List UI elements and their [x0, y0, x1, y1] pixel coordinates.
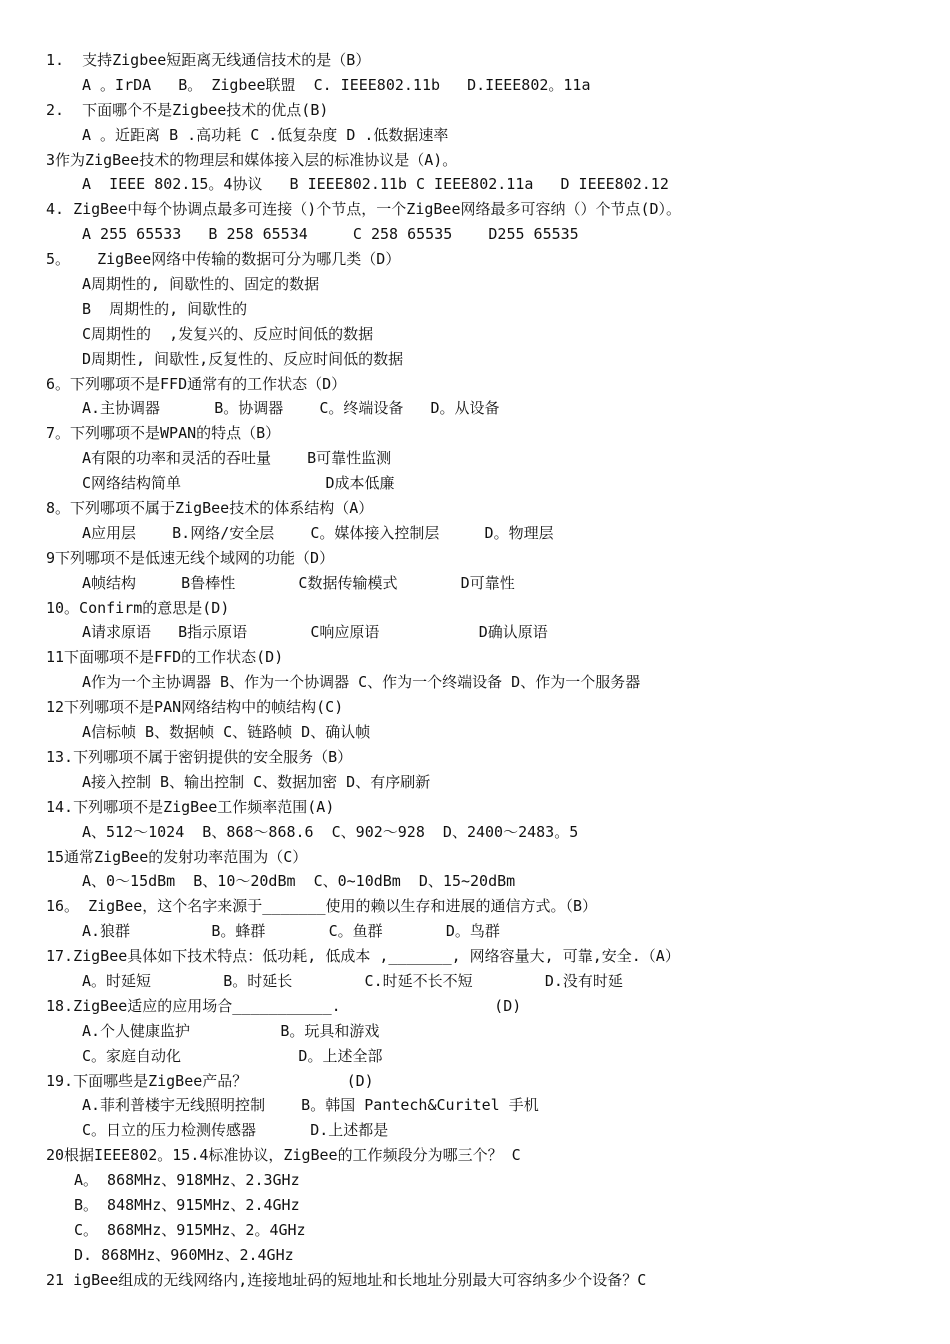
- option-line: D周期性, 间歇性,反复性的、反应时间低的数据: [82, 349, 404, 368]
- option-line: A IEEE 802.15。4协议 B IEEE802.11b C IEEE802.11a D IEEE802.12: [82, 175, 669, 194]
- question-line: 8。下列哪项不属于ZigBee技术的体系结构（A）: [46, 499, 374, 518]
- option-line: A信标帧 B、数据帧 C、链路帧 D、确认帧: [82, 723, 371, 742]
- question-line: 10。Confirm的意思是(D): [46, 598, 230, 617]
- question-document: [0, 48, 950, 1293]
- question-line: 4. ZigBee中每个协调点最多可连接（)个节点，一个ZigBee网络最多可容纳（）个节点(D）。: [46, 200, 682, 219]
- option-line: A 。IrDA B。 Zigbee联盟 C. IEEE802.11b D.IEEE802。11a: [82, 75, 591, 94]
- question-line: 14.下列哪项不是ZigBee工作频率范围(A): [46, 797, 335, 816]
- option-line: A.菲利普楼宇无线照明控制 B。韩国 Pantech&Curitel 手机: [82, 1096, 539, 1115]
- question-line: 17.ZigBee具体如下技术特点：低功耗, 低成本 ,_______, 网络容量大, 可靠,安全.（A）: [46, 947, 680, 966]
- question-line: 2. 下面哪个不是Zigbee技术的优点(B): [46, 100, 329, 119]
- option-line: A周期性的, 间歇性的、固定的数据: [82, 275, 320, 294]
- question-line: 20根据IEEE802。15.4标准协议，ZigBee的工作频段分为哪三个？ C: [46, 1146, 521, 1165]
- option-line: A 。近距离 B .高功耗 C .低复杂度 D .低数据速率: [82, 125, 449, 144]
- question-line: 12下列哪项不是PAN网络结构中的帧结构(C): [46, 698, 344, 717]
- option-line: A。 868MHz、918MHz、2.3GHz: [74, 1171, 300, 1190]
- question-line: 9下列哪项不是低速无线个域网的功能（D）: [46, 548, 335, 567]
- option-line: B 周期性的, 间歇性的: [82, 299, 248, 318]
- question-line: 15通常ZigBee的发射功率范围为（C）: [46, 847, 308, 866]
- option-line: D. 868MHz、960MHz、2.4GHz: [74, 1245, 294, 1264]
- question-line: 18.ZigBee适应的应用场合___________. (D): [46, 996, 522, 1015]
- question-line: 11下面哪项不是FFD的工作状态(D): [46, 648, 284, 667]
- question-line: 19.下面哪些是ZigBee产品？ (D): [46, 1071, 374, 1090]
- option-line: C。 868MHz、915MHz、2。4GHz: [74, 1220, 306, 1239]
- question-line: 21 igBee组成的无线网络内,连接地址码的短地址和长地址分别最大可容纳多少个设备？C: [46, 1270, 647, 1289]
- option-line: A有限的功率和灵活的吞吐量 B可靠性监测: [82, 449, 392, 468]
- question-line: 7。下列哪项不是WPAN的特点（B）: [46, 424, 281, 443]
- option-line: A.个人健康监护 B。玩具和游戏: [82, 1021, 380, 1040]
- option-line: C周期性的 ,发复兴的、反应时间低的数据: [82, 324, 374, 343]
- option-line: A、0～15dBm B、10～20dBm C、0~10dBm D、15~20dBm: [82, 872, 516, 891]
- option-line: A、512～1024 B、868～868.6 C、902～928 D、2400～2483。5: [82, 822, 579, 841]
- option-line: A应用层 B.网络/安全层 C。媒体接入控制层 D。物理层: [82, 523, 554, 542]
- question-line: 3作为ZigBee技术的物理层和媒体接入层的标准协议是（A)。: [46, 150, 458, 169]
- option-line: C。日立的压力检测传感器 D.上述都是: [82, 1121, 389, 1140]
- option-line: B。 848MHz、915MHz、2.4GHz: [74, 1195, 300, 1214]
- option-line: A.狼群 B。蜂群 C。鱼群 D。鸟群: [82, 922, 500, 941]
- option-line: A 255 65533 B 258 65534 C 258 65535 D255 65535: [82, 225, 579, 244]
- question-line: 13.下列哪项不属于密钥提供的安全服务（B）: [46, 747, 353, 766]
- option-line: C。家庭自动化 D。上述全部: [82, 1046, 383, 1065]
- option-line: A帧结构 B鲁棒性 C数据传输模式 D可靠性: [82, 573, 515, 592]
- option-line: C网络结构简单 D成本低廉: [82, 474, 395, 493]
- question-line: 5。 ZigBee网络中传输的数据可分为哪几类（D）: [46, 250, 401, 269]
- question-line: 16。 ZigBee，这个名字来源于_______使用的赖以生存和进展的通信方式。（B）: [46, 897, 598, 916]
- option-line: A。时延短 B。时延长 C.时延不长不短 D.没有时延: [82, 971, 623, 990]
- option-line: A.主协调器 B。协调器 C。终端设备 D。从设备: [82, 399, 500, 418]
- option-line: A接入控制 B、输出控制 C、数据加密 D、有序刷新: [82, 772, 431, 791]
- question-line: 6。下列哪项不是FFD通常有的工作状态（D）: [46, 374, 347, 393]
- option-line: A作为一个主协调器 B、作为一个协调器 C、作为一个终端设备 D、作为一个服务器: [82, 673, 641, 692]
- question-line: 1. 支持Zigbee短距离无线通信技术的是（B）: [46, 51, 371, 69]
- option-line: A请求原语 B指示原语 C响应原语 D确认原语: [82, 623, 548, 642]
